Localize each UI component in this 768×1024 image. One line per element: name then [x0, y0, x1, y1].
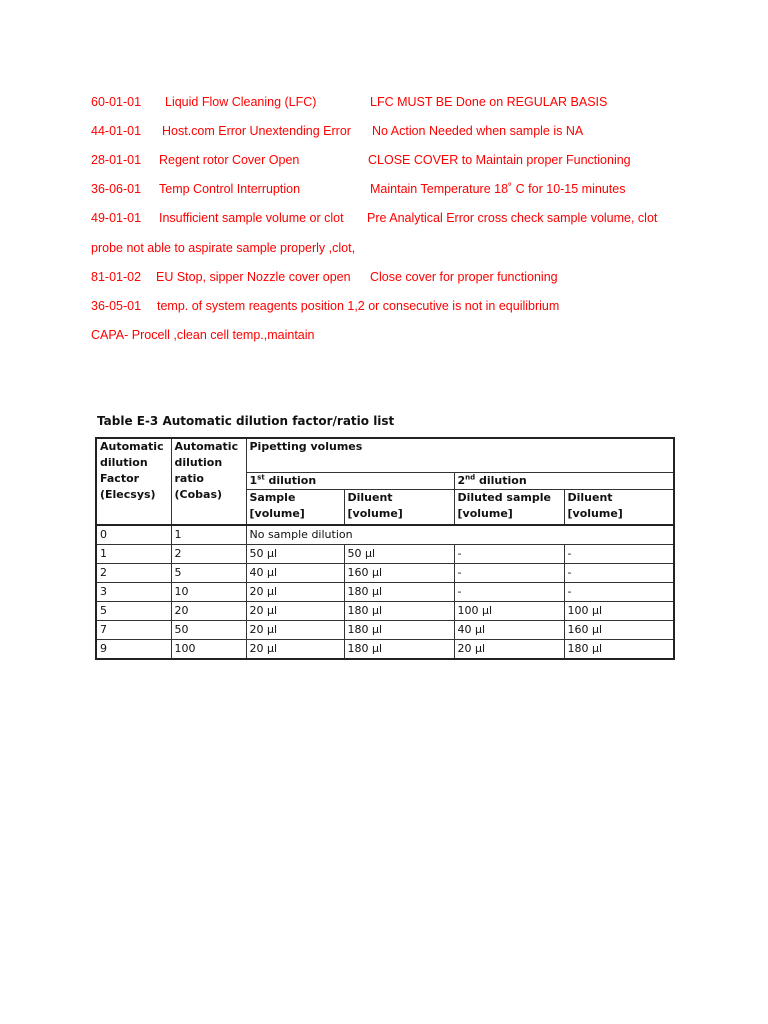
cell-factor: 3	[96, 583, 171, 602]
cell-diluted: -	[454, 583, 564, 602]
error-code: 36-06-01	[91, 182, 142, 196]
table-row	[96, 640, 674, 660]
capa-text: CAPA- Procell ,clean cell temp.,maintain	[91, 328, 315, 342]
second-dilution-number: 2	[457, 474, 466, 487]
error-action: Maintain Temperature 18˚ C for 10-15 minutes	[370, 182, 626, 196]
cell-diluent1: 160 µl	[344, 564, 454, 583]
cell-sample: 50 µl	[246, 545, 344, 564]
cell-factor: 9	[96, 640, 171, 660]
cell-factor: 1	[96, 545, 171, 564]
continuation-text: probe not able to aspirate sample properly ,clot,	[91, 241, 356, 255]
table-body	[96, 545, 674, 660]
cell-diluted: 20 µl	[454, 640, 564, 660]
error-code: 44-01-01	[91, 124, 142, 138]
error-code: 49-01-01	[91, 211, 142, 225]
header-first-dilution	[246, 473, 454, 490]
header-diluent-2: Diluent [volume]	[564, 490, 674, 526]
cell-diluent1: 180 µl	[344, 621, 454, 640]
header-second-dilution	[454, 473, 674, 490]
error-description: temp. of system reagents position 1,2 or consecutive is not in equilibrium	[157, 299, 560, 313]
first-dilution-text: dilution	[264, 474, 317, 487]
error-action: Pre Analytical Error cross check sample volume, clot	[367, 211, 658, 225]
header-diluent-1: Diluent [volume]	[344, 490, 454, 526]
error-description: EU Stop, sipper Nozzle cover open	[156, 270, 351, 284]
cell-diluted: -	[454, 564, 564, 583]
header-sample: Sample [volume]	[246, 490, 344, 526]
cell-sample: 20 µl	[246, 621, 344, 640]
cell-ratio: 5	[171, 564, 246, 583]
error-action: CLOSE COVER to Maintain proper Functioning	[368, 153, 631, 167]
cell-factor: 7	[96, 621, 171, 640]
first-dilution-sup: st	[257, 473, 265, 482]
error-code: 81-01-02	[91, 270, 142, 284]
second-dilution-text: dilution	[475, 474, 527, 487]
cell-diluent2: -	[564, 583, 674, 602]
cell-diluted: -	[454, 545, 564, 564]
table-row	[96, 525, 674, 545]
table-title: Table E-3 Automatic dilution factor/ratio list	[97, 414, 395, 428]
cell-sample: 20 µl	[246, 602, 344, 621]
table-row	[96, 621, 674, 640]
error-action: Close cover for proper functioning	[370, 270, 558, 284]
table-row	[96, 545, 674, 564]
cell-sample: 20 µl	[246, 583, 344, 602]
cell-factor: 0	[96, 525, 171, 545]
cell-factor: 5	[96, 602, 171, 621]
cell-factor: 2	[96, 564, 171, 583]
cell-diluent1: 180 µl	[344, 640, 454, 660]
cell-diluent1: 180 µl	[344, 583, 454, 602]
error-action: No Action Needed when sample is NA	[372, 124, 584, 138]
cell-diluent2: 160 µl	[564, 621, 674, 640]
cell-ratio: 50	[171, 621, 246, 640]
cell-ratio: 100	[171, 640, 246, 660]
error-code: 36-05-01	[91, 299, 142, 313]
error-description: Insufficient sample volume or clot	[159, 211, 344, 225]
table-row	[96, 564, 674, 583]
cell-sample: 40 µl	[246, 564, 344, 583]
error-code: 60-01-01	[91, 95, 142, 109]
cell-diluent1: 180 µl	[344, 602, 454, 621]
header-diluted-sample: Diluted sample [volume]	[454, 490, 564, 526]
cell-diluent2: 100 µl	[564, 602, 674, 621]
error-description: Host.com Error Unextending Error	[162, 124, 351, 138]
cell-ratio: 10	[171, 583, 246, 602]
cell-ratio: 20	[171, 602, 246, 621]
cell-no-dilution: No sample dilution	[246, 525, 674, 545]
cell-diluent2: 180 µl	[564, 640, 674, 660]
cell-ratio: 1	[171, 525, 246, 545]
error-action: LFC MUST BE Done on REGULAR BASIS	[370, 95, 608, 109]
header-pipetting: Pipetting volumes	[246, 438, 674, 473]
cell-ratio: 2	[171, 545, 246, 564]
error-description: Liquid Flow Cleaning (LFC)	[165, 95, 317, 109]
second-dilution-sup: nd	[465, 473, 476, 482]
cell-diluted: 40 µl	[454, 621, 564, 640]
header-ratio: Automatic dilution ratio (Cobas)	[171, 438, 246, 525]
cell-diluted: 100 µl	[454, 602, 564, 621]
table-row	[96, 602, 674, 621]
cell-diluent1: 50 µl	[344, 545, 454, 564]
error-code: 28-01-01	[91, 153, 142, 167]
first-dilution-number: 1	[249, 474, 258, 487]
dilution-table	[95, 437, 675, 660]
cell-diluent2: -	[564, 564, 674, 583]
error-description: Regent rotor Cover Open	[159, 153, 300, 167]
cell-sample: 20 µl	[246, 640, 344, 660]
error-description: Temp Control Interruption	[159, 182, 301, 196]
cell-diluent2: -	[564, 545, 674, 564]
header-factor: Automatic dilution Factor (Elecsys)	[96, 438, 171, 525]
table-row	[96, 583, 674, 602]
